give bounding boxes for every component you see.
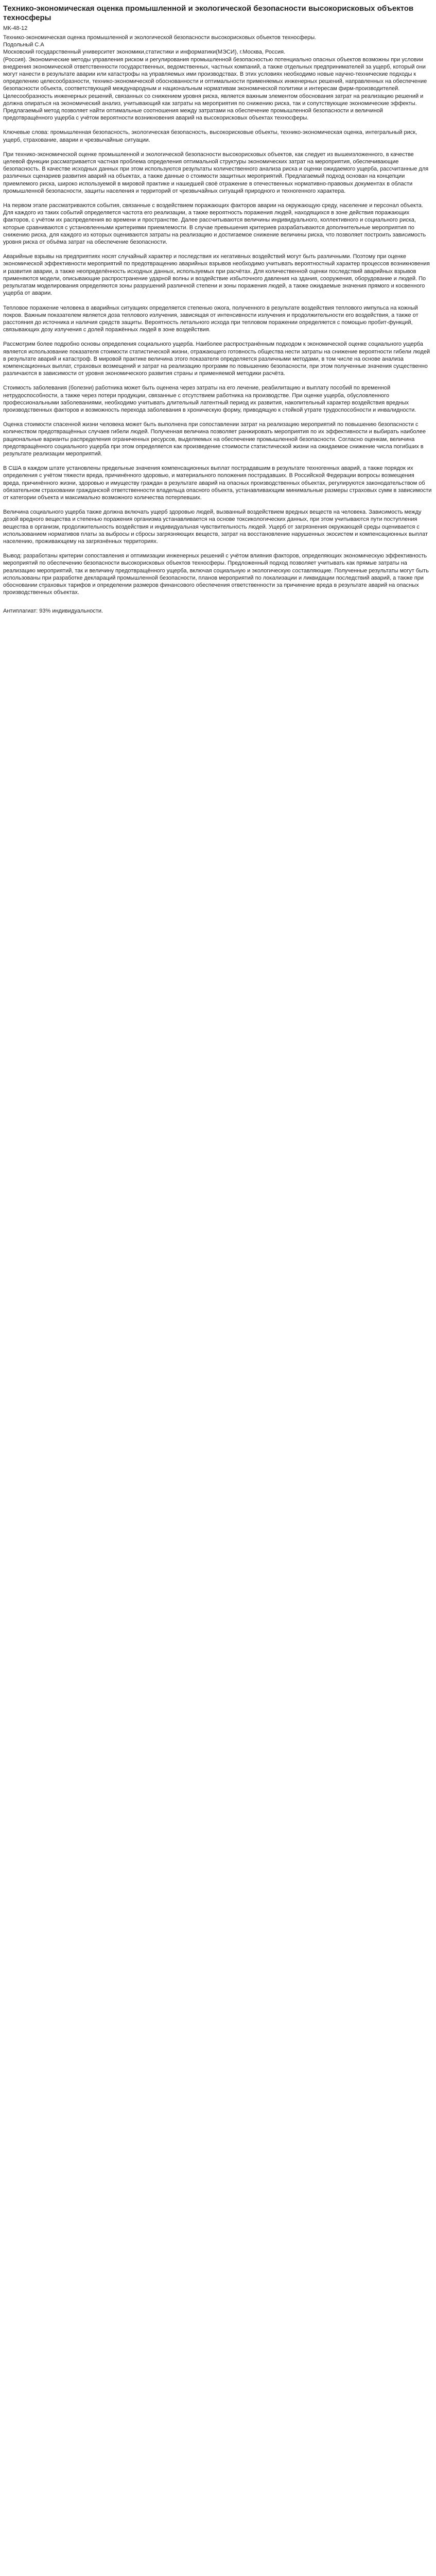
body-paragraph: Стоимость заболевания (болезни) работника может быть оценена через затраты на его лечение, реабилитацию и выплату пособий по временной нетрудоспособности, а также через потери продукции, связанные с отсутствием работника на производстве. При оценке ущерба, обусловленного профессиональными заболеваниями, необходимо учитывать длительный латентный период их развития, накопительный характер воздействия вредных производственных факторов и возможность перехода заболевания в хроническую форму, приводящую к стойкой утрате трудоспособности и инвалидности. [3,385,416,413]
body-paragraph: Величина социального ущерба также должна включать ущерб здоровью людей, вызванный воздействием вредных веществ на человека. Зависимость между дозой вредного вещества и степенью поражения организма устанавливается на основе токсикологических данных, при этом учитываются пути поступления вещества в организм, продолжительность воздействия и индивидуальная чувствительность людей. Ущерб от загрязнения окружающей среды оценивается с использованием нормативов платы за выбросы и сбросы загрязняющих веществ, затрат на восстановление нарушенных экосистем и компенсационных выплат населению, проживающему на загрязнённых территориях. [3,509,428,545]
document-page [0,0,436,621]
body-paragraph: В США в каждом штате установлены предельные значения компенсационных выплат пострадавшим в результате техногенных аварий, а также порядок их определения с учётом тяжести вреда, причинённого здоровью, и материального положения пострадавших. В Российской Федерации вопросы возмещения вреда, причинённого жизни, здоровью и имуществу граждан в результате аварий на опасных производственных объектах, регулируются законодательством об обязательном страховании гражданской ответственности владельца опасного объекта, устанавливающим минимальные размеры страховых сумм в зависимости от категории объекта и максимально возможного количества потерпевших. [3,465,432,501]
header-paragraph: Технико-экономическая оценка промышленной и экологической безопасности высокорисковых объектов техносферы. [3,35,317,41]
body-paragraph: Оценка стоимости спасенной жизни человека может быть выполнена при сопоставлении затрат на реализацию мероприятий по повышению безопасности с количеством предотвращённых случаев гибели людей. Полученная величина позволяет ранжировать мероприятия по их эффективности и выбирать наиболее рациональные варианты распределения ограниченных ресурсов, выделяемых на обеспечение промышленной безопасности. Согласно оценкам, величина предотвращённого социального ущерба при этом определяется как произведение стоимости статистической жизни на ожидаемое снижение числа погибших в результате реализации мероприятий. [3,421,426,457]
keywords-paragraph: Ключевые слова: промышленная безопасность, экологическая безопасность, высокорисковые объекты, технико-экономическая оценка, интегральный риск, ущерб, страхование, аварии и чрезвычайные ситуации. [3,129,417,143]
body-paragraph: При технико-экономической оценке промышленной и экологической безопасности высокорисковых объектов, как следует из вышеизложенного, в качестве целевой функции рассматривается частная проблема определения оптимальной структуры экономических затрат на мероприятия, обеспечивающие безопасность. В качестве исходных данных при этом используются результаты количественного анализа риска и оценки ожидаемого ущерба, рассчитанные для различных сценариев развития аварий на объектах, а также данные о стоимости защитных мероприятий. Предлагаемый подход основан на концепции приемлемого риска, широко используемой в мировой практике и нашедшей своё отражение в отечественных нормативно-правовых документах в области промышленной безопасности, защиты населения и территорий от чрезвычайных ситуаций природного и техногенного характера. [3,151,429,194]
abstract-paragraph: (Россия). Экономические методы управления риском и регулирования промышленной безопасностью потенциально опасных объектов возможны при условии внедрения экономической ответственности государственных, ведомственных, частных компаний, а также отдельных предпринимателей за ущерб, который они могут нанести в результате аварии или катастрофы на управляемых ими производствах. В этих условиях необходимо новые научно-технические подходы к определению целесообразности, технико-экономической обоснованности и оптимальности применяемых инженерных решений, направленных на обеспечение безопасности объекта, соответствующей международным и национальным нормативам экономической политики и интересам фирм-производителей. Целесообразность инженерных решений, связанных со снижением уровня риска, является важным элементом обоснования затрат на реализацию решений и должна опираться на экономический анализ, учитывающий как затраты на мероприятия по снижению риска, так и сопутствующие экономические эффекты. Предлагаемый метод позволяет найти оптимальные соотношения между затратами на обеспечение промышленной безопасности и величиной предотвращённого ущерба с учётом вероятности возникновения аварий на высокорисковых объектах техносферы. [3,56,427,122]
document-code: МК-48-12 [3,25,28,31]
body-paragraph: На первом этапе рассматриваются события, связанные с воздействием поражающих факторов аварии на окружающую среду, население и персонал объекта. Для каждого из таких событий определяется частота его реализации, а также вероятность поражения людей, находящихся в зоне действия поражающих факторов, с учётом их распределения во времени и пространстве. Далее рассчитываются величины индивидуального, коллективного и социального риска, которые сравниваются с установленными критериями приемлемости. В случае превышения критериев разрабатываются дополнительные мероприятия по снижению риска, для каждого из которых оцениваются затраты на реализацию и достигаемое снижение величины риска, что позволяет построить зависимость уровня риска от объёма затрат на обеспечение безопасности. [3,202,426,246]
antiplagiarism-note: Антиплагиат: 93% индивидуальности. [3,608,103,615]
author-affiliation: Московский государственный университет экономики,статистики и информатики(МЭСИ), г.Москва, Россия. [3,49,286,56]
document-title: Технико-экономическая оценка промышленной и экологической безопасности высокорисковых объектов техносферы [3,4,414,22]
body-paragraph: Тепловое поражение человека в аварийных ситуациях определяется степенью ожога, полученного в результате воздействия теплового импульса на кожный покров. Важным показателем является доза теплового излучения, зависящая от интенсивности излучения и продолжительности его воздействия, а также от расстояния до источника и наличия средств защиты. Вероятность летального исхода при тепловом поражении определяется с помощью пробит-функций, связывающих дозу излучения с долей поражённых людей в зоне воздействия. [3,304,418,333]
document-body [3,34,433,596]
conclusion-paragraph: Вывод: разработаны критерии сопоставления и оптимизации инженерных решений с учётом влияния факторов, определяющих экономическую эффективность мероприятий по обеспечению безопасности высокорисковых объектов техносферы. Предложенный подход позволяет учитывать как прямые затраты на реализацию мероприятий, так и величину предотвращённого ущерба, включая социальную и экологическую составляющие. Полученные результаты могут быть использованы при разработке деклараций промышленной безопасности, планов мероприятий по локализации и ликвидации последствий аварий, а также при обосновании страховых тарифов и определении размеров финансового обеспечения ответственности за причинение вреда в результате аварий на опасных производственных объектах. [3,553,429,596]
author-name: Подольный С.А [3,42,44,48]
body-paragraph: Рассмотрим более подробно основы определения социального ущерба. Наиболее распространённым подходом к экономической оценке социального ущерба является использование показателя стоимости статистической жизни, отражающего готовность общества нести затраты на снижение вероятности гибели людей в результате аварий и катастроф. В мировой практике величина этого показателя определяется различными методами, в том числе на основе анализа компенсационных выплат, страховых возмещений и затрат на реализацию программ по повышению безопасности, при этом полученные значения существенно различаются в зависимости от уровня экономического развития страны и применяемой методики расчёта. [3,341,430,377]
body-paragraph: Аварийные взрывы на предприятиях носят случайный характер и последствия их негативных воздействий могут быть различными. Поэтому при оценке экономической эффективности мероприятий по предотвращению аварийных взрывов необходимо учитывать вероятностный характер процессов возникновения и развития аварии, а также неопределённость исходных данных, используемых при расчётах. Для количественной оценки последствий аварийных взрывов применяются модели, описывающие распространение ударной волны и воздействие избыточного давления на здания, сооружения, оборудование и людей. По результатам моделирования определяются зоны разрушений различной степени и зоны поражения людей, а также ожидаемые значения прямого и косвенного ущерба от аварии. [3,253,430,297]
